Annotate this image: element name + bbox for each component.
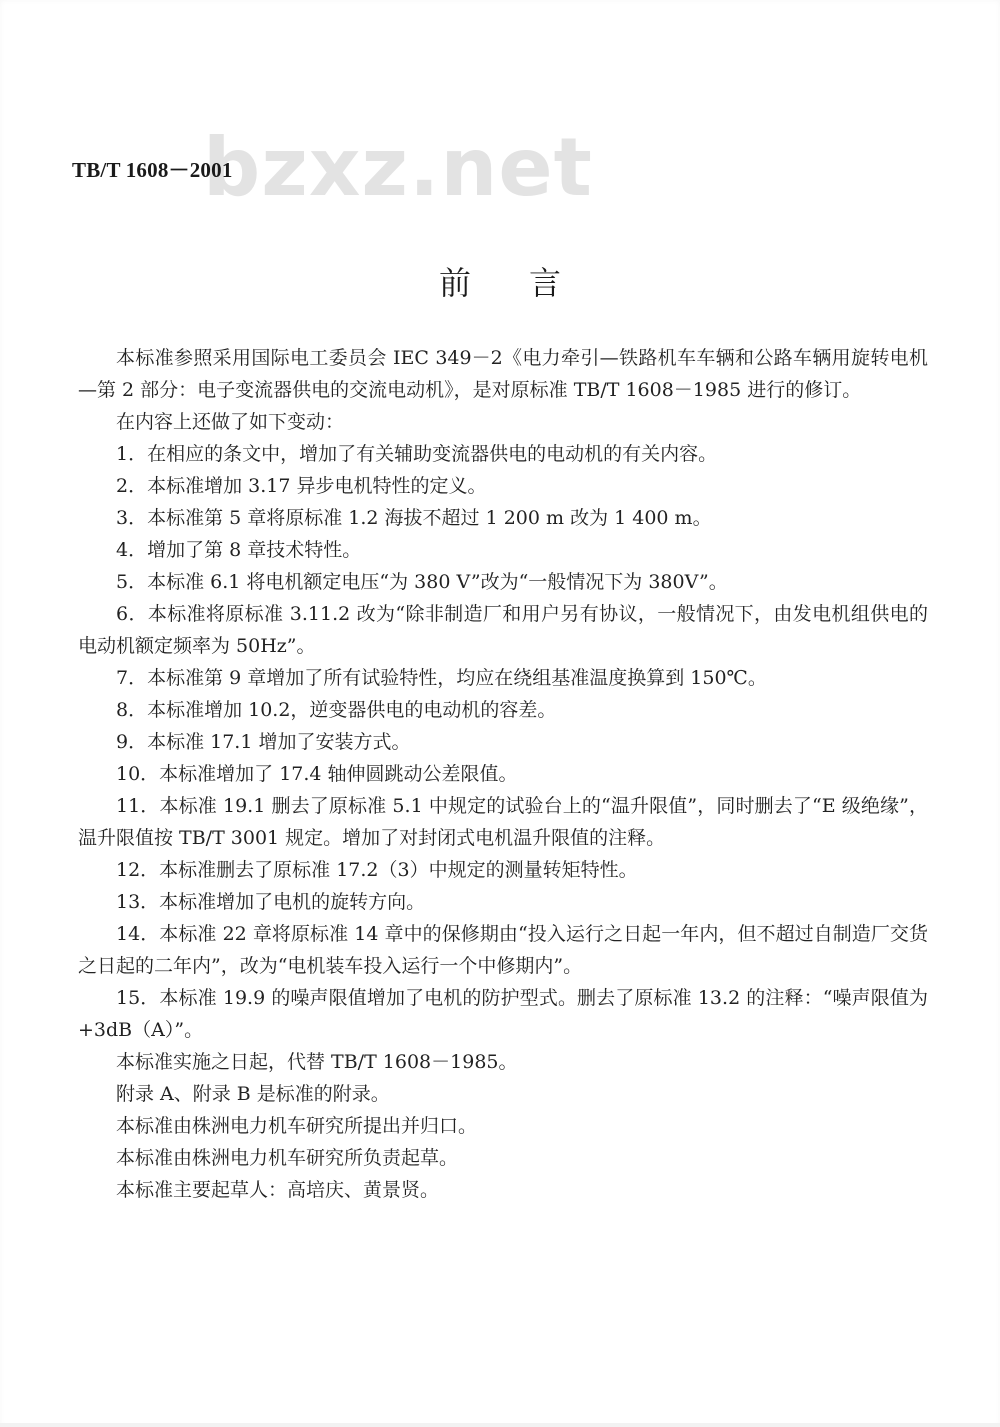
change-item-13: 13．本标准增加了电机的旋转方向。 (116, 891, 426, 913)
paragraph-changes-lead: 在内容上还做了如下变动： (116, 411, 345, 433)
change-item-3: 3．本标准第 5 章将原标准 1.2 海拔不超过 1 200 m 改为 1 400 m。 (116, 507, 712, 529)
document-body (78, 342, 928, 1206)
change-item-5: 5．本标准 6.1 将电机额定电压“为 380 V”改为“一般情况下为 380V”。 (116, 571, 728, 593)
watermark-text: bzxz.net (203, 121, 593, 214)
paragraph-replaces: 本标准实施之日起，代替 TB/T 1608－1985。 (116, 1051, 518, 1073)
paragraph-appendix: 附录 A、附录 B 是标准的附录。 (116, 1083, 390, 1105)
page-title: 前言 (438, 264, 619, 302)
change-item-11: 11．本标准 19.1 删去了原标准 5.1 中规定的试验台上的“温升限值”，同时删去了“E 级绝缘”，温升限值按 TB/T 3001 规定。增加了对封闭式电机温升限值的注释。 (78, 795, 928, 849)
page-bottom-edge (0, 1423, 1000, 1427)
change-item-2: 2．本标准增加 3.17 异步电机特性的定义。 (116, 475, 487, 497)
change-item-8: 8．本标准增加 10.2，逆变器供电的电动机的容差。 (116, 699, 557, 721)
change-item-15: 15．本标准 19.9 的噪声限值增加了电机的防护型式。删去了原标准 13.2 的注释：“噪声限值为+3dB（A）”。 (78, 987, 928, 1041)
paragraph-drafters: 本标准主要起草人：高培庆、黄景贤。 (116, 1179, 440, 1201)
change-item-10: 10．本标准增加了 17.4 轴伸圆跳动公差限值。 (116, 763, 518, 785)
paragraph-intro: 本标准参照采用国际电工委员会 IEC 349－2《电力牵引—铁路机车车辆和公路车辆用旋转电机—第 2 部分：电子变流器供电的交流电动机》，是对原标准 TB/T 1608－1985 进行的修订。 (78, 347, 928, 401)
change-item-9: 9．本标准 17.1 增加了安装方式。 (116, 731, 411, 753)
paragraph-proposer: 本标准由株洲电力机车研究所提出并归口。 (116, 1115, 478, 1137)
change-item-6: 6．本标准将原标准 3.11.2 改为“除非制造厂和用户另有协议，一般情况下，由发电机组供电的电动机额定频率为 50Hz”。 (78, 603, 928, 657)
change-item-1: 1．在相应的条文中，增加了有关辅助变流器供电的电动机的有关内容。 (116, 443, 718, 465)
change-item-7: 7．本标准第 9 章增加了所有试验特性，均应在绕组基准温度换算到 150℃。 (116, 667, 767, 689)
change-item-4: 4．增加了第 8 章技术特性。 (116, 539, 362, 561)
change-item-12: 12．本标准删去了原标准 17.2（3）中规定的测量转矩特性。 (116, 859, 638, 881)
paragraph-drafter-org: 本标准由株洲电力机车研究所负责起草。 (116, 1147, 459, 1169)
standard-code: TB/T 1608－2001 (72, 158, 233, 182)
change-item-14: 14．本标准 22 章将原标准 14 章中的保修期由“投入运行之日起一年内，但不超过自制造厂交货之日起的二年内”，改为“电机装车投入运行一个中修期内”。 (78, 923, 928, 977)
